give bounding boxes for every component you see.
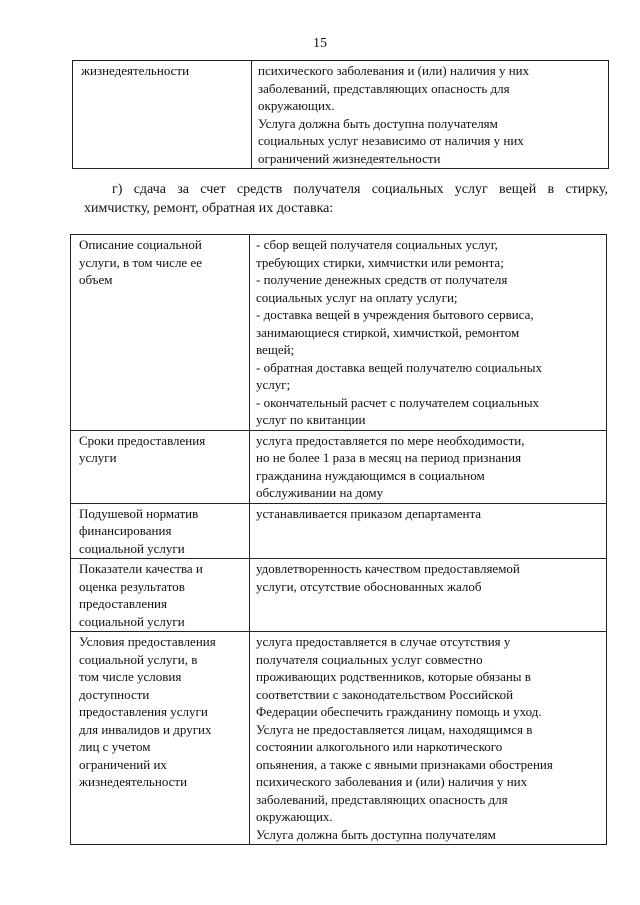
cell-line: получателя социальных услуг совместно <box>256 651 483 667</box>
label-cell <box>73 61 252 169</box>
cell-line: - сбор вещей получателя социальных услуг, <box>256 237 498 252</box>
cell-line: Услуга не предоставляется лицам, находящимся в <box>256 721 533 737</box>
label-cell <box>71 503 250 559</box>
continuation-table <box>72 60 609 169</box>
label-cell <box>71 632 250 845</box>
cell-line: - обратная доставка вещей получателю социальных <box>256 359 542 375</box>
cell-line: Описание социальной <box>79 237 202 252</box>
cell-line: окружающих. <box>256 809 333 824</box>
table-row <box>71 632 607 845</box>
cell-line: доступности <box>79 686 150 702</box>
cell-line: услуга предоставляется в случае отсутствия у <box>256 634 511 649</box>
cell-line: гражданина нуждающимся в социальном <box>256 467 485 483</box>
cell-line: оценка результатов <box>79 578 185 594</box>
section-paragraph <box>84 180 608 218</box>
cell-line: социальных услуг независимо от наличия у них <box>258 133 524 148</box>
cell-line: лиц с учетом <box>79 739 151 754</box>
content-cell <box>250 632 607 845</box>
cell-line: Услуга должна быть доступна получателям <box>258 115 498 131</box>
label-cell <box>71 559 250 632</box>
cell-line: психического заболевания и (или) наличия у них <box>256 774 528 789</box>
cell-line: услуги, в том числе ее <box>79 254 202 270</box>
cell-line: но не более 1 раза в месяц на период признания <box>256 450 522 465</box>
cell-line: социальной услуги, в <box>79 651 198 667</box>
content-cell <box>250 235 607 431</box>
page-number: 15 <box>313 36 327 51</box>
cell-line: жизнедеятельности <box>81 63 190 78</box>
cell-line: ограничений жизнедеятельности <box>258 150 441 166</box>
cell-line: - доставка вещей в учреждения бытового сервиса, <box>256 307 534 322</box>
cell-line: услуги, отсутствие обоснованных жалоб <box>256 578 482 594</box>
cell-line: соответствии с законодательством Российской <box>256 686 514 702</box>
cell-line: услуга предоставляется по мере необходимости, <box>256 432 525 448</box>
cell-line: Показатели качества и <box>79 561 203 576</box>
service-table-body <box>71 235 607 845</box>
table-row <box>71 503 607 559</box>
cell-line: опьянения, а также с явными признаками обострения <box>256 756 553 772</box>
paragraph-line: химчистку, ремонт, обратная их доставка: <box>84 201 334 216</box>
cell-line: - получение денежных средств от получателя <box>256 272 508 287</box>
cell-line: услуг по квитанции <box>256 412 366 427</box>
cell-line: предоставления <box>79 596 167 611</box>
cell-line: ограничений их <box>79 756 167 772</box>
cell-line: финансирования <box>79 523 172 538</box>
content-cell <box>252 61 609 169</box>
content-cell <box>250 430 607 503</box>
cell-line: Условия предоставления <box>79 634 216 649</box>
service-table <box>70 234 607 845</box>
cell-line: услуг; <box>256 377 291 392</box>
content-cell <box>250 559 607 632</box>
cell-line: Федерации обеспечить гражданину помощь и уход. <box>256 704 542 719</box>
table-row <box>71 235 607 431</box>
table-row <box>71 430 607 503</box>
table-row <box>71 559 607 632</box>
cell-line: предоставления услуги <box>79 704 208 719</box>
cell-line: заболеваний, представляющих опасность для <box>256 791 508 807</box>
cell-line: социальных услуг на оплату услуги; <box>256 289 458 305</box>
cell-line: том числе условия <box>79 669 182 684</box>
cell-line: Сроки предоставления <box>79 432 206 448</box>
cell-line: состоянии алкогольного или наркотического <box>256 739 503 754</box>
cell-line: социальной услуги <box>79 540 185 556</box>
cell-line: занимающиеся стиркой, химчисткой, ремонтом <box>256 324 520 340</box>
cell-line: окружающих. <box>258 98 335 113</box>
cell-line: проживающих родственников, которые обязаны в <box>256 669 531 684</box>
cell-line: заболеваний, представляющих опасность для <box>258 80 510 96</box>
cell-line: требующих стирки, химчистки или ремонта; <box>256 254 504 270</box>
paragraph-line: г) сдача за счет средств получателя социальных услуг вещей в стирку, <box>112 182 608 197</box>
cell-line: Услуга должна быть доступна получателям <box>256 826 496 842</box>
cell-line: удовлетворенность качеством предоставляемой <box>256 561 520 576</box>
cell-line: устанавливается приказом департамента <box>256 505 482 521</box>
cell-line: психического заболевания и (или) наличия у них <box>258 63 530 78</box>
cell-line: Подушевой норматив <box>79 505 199 521</box>
label-cell <box>71 235 250 431</box>
cell-line: - окончательный расчет с получателем социальных <box>256 394 540 410</box>
content-cell <box>250 503 607 559</box>
label-cell <box>71 430 250 503</box>
cell-line: социальной услуги <box>79 613 185 629</box>
table-row <box>73 61 609 169</box>
cell-line: для инвалидов и других <box>79 721 212 737</box>
cell-line: жизнедеятельности <box>79 774 188 789</box>
cell-line: обслуживании на дому <box>256 485 384 500</box>
cell-line: вещей; <box>256 342 295 357</box>
cell-line: услуги <box>79 450 117 465</box>
cell-line: объем <box>79 272 113 287</box>
